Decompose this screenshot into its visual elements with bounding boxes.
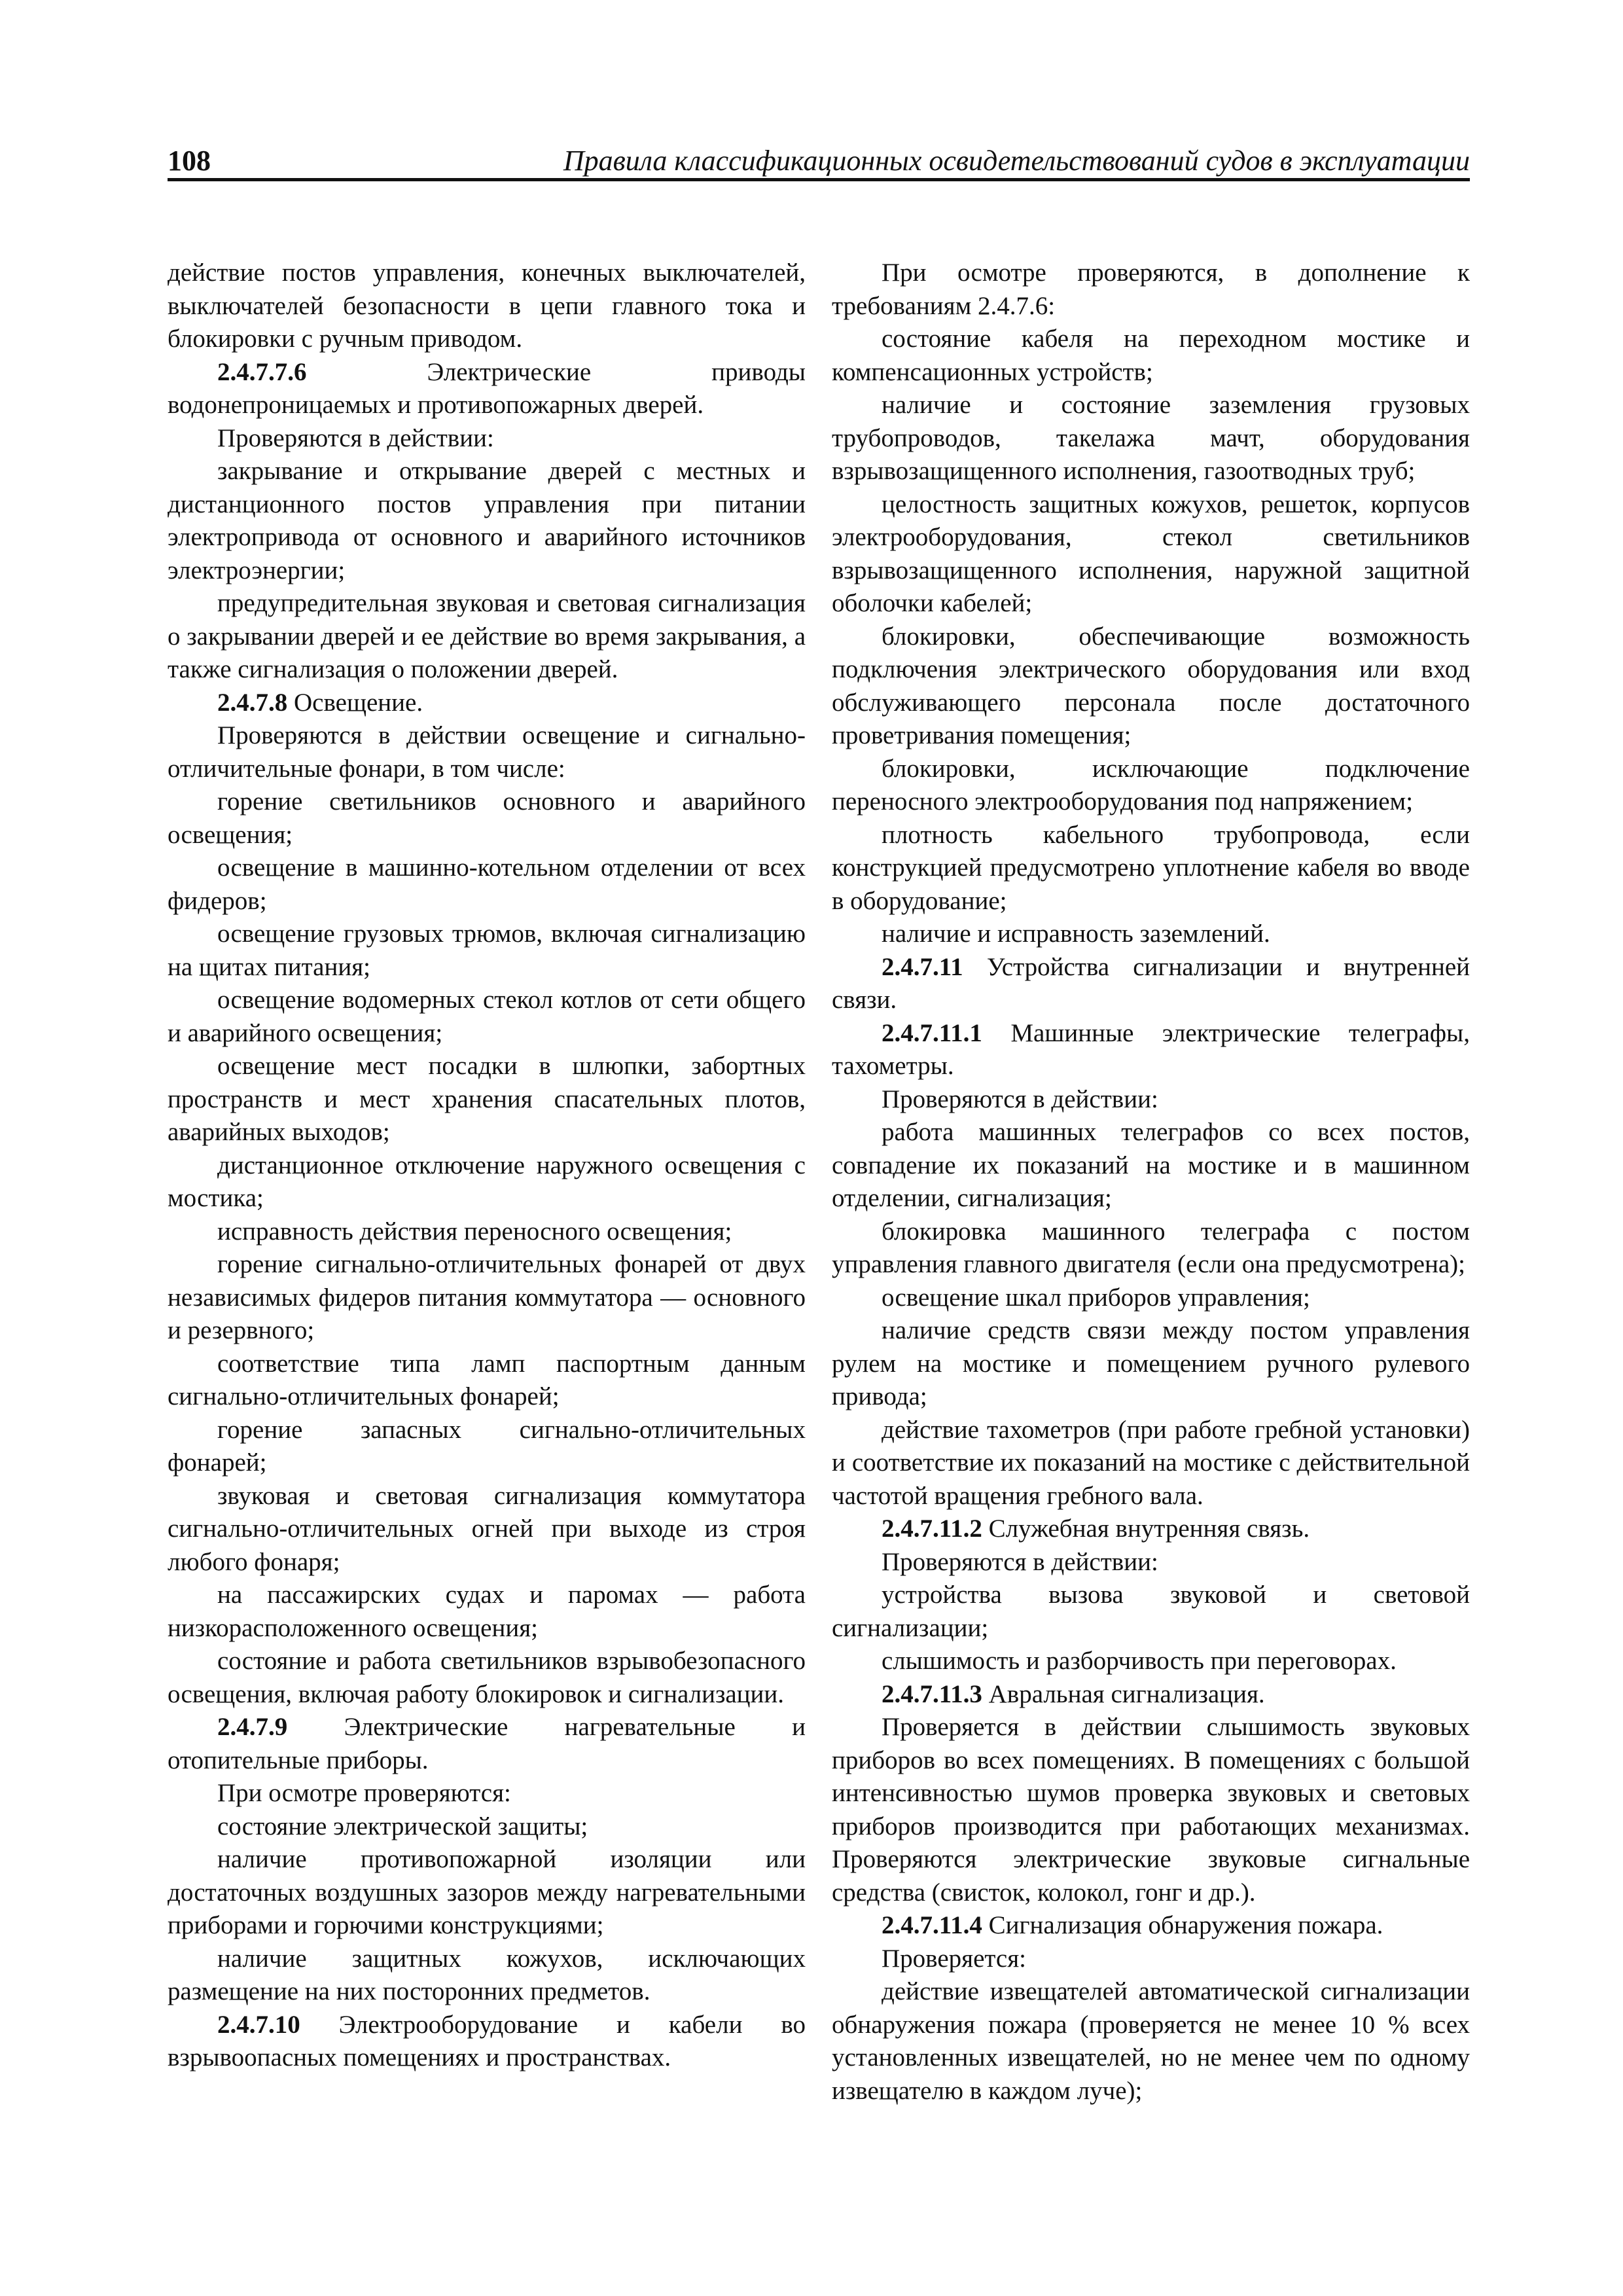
paragraph [168, 1777, 806, 1810]
paragraph-text: наличие и исправность заземлений. [882, 920, 1270, 948]
section-number: 2.4.7.7.6 [217, 357, 307, 386]
paragraph-text: слышимость и разборчивость при переговорах. [882, 1647, 1397, 1675]
header-rule [168, 178, 1470, 181]
paragraph-text: Проверяются в действии освещение и сигнально-отличительные фонари, в том числе: [168, 721, 806, 783]
section-number: 2.4.7.8 [217, 688, 288, 717]
section-number: 2.4.7.11.4 [882, 1911, 982, 1939]
paragraph [168, 587, 806, 687]
paragraph-text: горение сигнально-отличительных фонарей от двух независимых фидеров питания коммутатора — основного и резервного; [168, 1250, 806, 1344]
paragraph [832, 1645, 1470, 1678]
paragraph-text: освещение мест посадки в шлюпки, забортных пространств и мест хранения спасательных плотов, аварийных выходов; [168, 1052, 806, 1146]
paragraph-text: соответствие типа ламп паспортным данным сигнально-отличительных фонарей; [168, 1349, 806, 1410]
section-number: 2.4.7.10 [217, 2010, 300, 2039]
paragraph-text: горение светильников основного и аварийного освещения; [168, 787, 806, 849]
paragraph-text: освещение водомерных стекол котлов от сети общего и аварийного освещения; [168, 986, 806, 1047]
paragraph [832, 819, 1470, 918]
paragraph [832, 753, 1470, 819]
paragraph [832, 1975, 1470, 2108]
paragraph-text: горение запасных сигнально-отличительных фонарей; [168, 1415, 806, 1477]
paragraph [168, 1843, 806, 1943]
paragraph [832, 1282, 1470, 1315]
paragraph-text: закрывание и открывание дверей с местных и дистанционного постов управления при питании электропривода от основного и аварийного источников электроэнергии; [168, 457, 806, 584]
paragraph [168, 1943, 806, 2009]
paragraph-text: Электрические нагревательные и отопительные приборы. [168, 1713, 806, 1774]
paragraph [168, 1215, 806, 1249]
section-paragraph [832, 1909, 1470, 1943]
paragraph [168, 1050, 806, 1149]
section-number: 2.4.7.11 [882, 952, 963, 981]
section-paragraph [168, 1711, 806, 1777]
paragraph [832, 1579, 1470, 1645]
paragraph-text: Проверяются в действии: [882, 1085, 1158, 1113]
paragraph-text: состояние кабеля на переходном мостике и компенсационных устройств; [832, 325, 1470, 386]
section-paragraph [832, 1017, 1470, 1083]
paragraph [168, 918, 806, 984]
paragraph-text: Сигнализация обнаружения пожара. [982, 1911, 1383, 1939]
paragraph [168, 1348, 806, 1414]
paragraph-text: плотность кабельного трубопровода, если конструкцией предусмотрено уплотнение кабеля во вводе в оборудование; [832, 820, 1470, 915]
page-header [168, 143, 1470, 179]
paragraph [168, 257, 806, 356]
paragraph [832, 1215, 1470, 1282]
paragraph [168, 1248, 806, 1348]
paragraph-text: Авральная сигнализация. [982, 1679, 1265, 1708]
paragraph-text: освещение грузовых трюмов, включая сигнализацию на щитах питания; [168, 920, 806, 981]
paragraph-text: состояние электрической защиты; [217, 1812, 588, 1840]
paragraph [168, 455, 806, 587]
paragraph [168, 852, 806, 918]
page-number: 108 [168, 145, 211, 177]
paragraph-text: При осмотре проверяются, в дополнение к требованиям 2.4.7.6: [832, 259, 1470, 320]
paragraph-text: освещение в машинно-котельном отделении от всех фидеров; [168, 853, 806, 915]
paragraph-text: наличие и состояние заземления грузовых трубопроводов, такелажа мачт, оборудования взрывозащищенного исполнения, газоотводных труб; [832, 391, 1470, 485]
paragraph-text: исправность действия переносного освещения; [217, 1217, 732, 1246]
section-number: 2.4.7.11.3 [882, 1679, 982, 1708]
paragraph [832, 1116, 1470, 1215]
paragraph [832, 1314, 1470, 1414]
paragraph-text: звуковая и световая сигнализация коммутатора сигнально-отличительных огней при выходе из строя любого фонаря; [168, 1481, 806, 1576]
section-paragraph [832, 951, 1470, 1017]
paragraph-text: Проверяется в действии слышимость звуковых приборов во всех помещениях. В помещениях с большой интенсивностью шумов проверка звуковых и световых приборов производится при работающих механизмах. Проверяются электрические звуковые сигнальные средства (свисток, колокол, гонг и др.). [832, 1713, 1470, 1907]
paragraph [832, 1414, 1470, 1513]
paragraph-text: Устройства сигнализации и внутренней связи. [832, 952, 1470, 1014]
paragraph-text: освещение шкал приборов управления; [882, 1283, 1310, 1312]
paragraph-text: блокировка машинного телеграфа с постом управления главного двигателя (если она предусмотрена); [832, 1217, 1470, 1278]
paragraph [832, 620, 1470, 753]
paragraph [168, 1149, 806, 1215]
paragraph-text: Проверяются в действии: [882, 1547, 1158, 1576]
paragraph [168, 1480, 806, 1579]
paragraph [168, 984, 806, 1050]
paragraph-text: Электрооборудование и кабели во взрывоопасных помещениях и пространствах. [168, 2010, 806, 2072]
section-paragraph [832, 1513, 1470, 1546]
paragraph-text: блокировки, обеспечивающие возможность подключения электрического оборудования или вход обслуживающего персонала после достаточного проветривания помещения; [832, 622, 1470, 749]
paragraph [832, 918, 1470, 951]
paragraph-text: наличие средств связи между постом управления рулем на мостике и помещением ручного рулевого привода; [832, 1316, 1470, 1410]
section-number: 2.4.7.11.2 [882, 1515, 982, 1543]
paragraph [168, 719, 806, 785]
paragraph [832, 389, 1470, 488]
section-number: 2.4.7.11.1 [882, 1018, 982, 1047]
paragraph-text: При осмотре проверяются: [217, 1779, 511, 1807]
paragraph-text: наличие защитных кожухов, исключающих размещение на них посторонних предметов. [168, 1944, 806, 2005]
paragraph [832, 1546, 1470, 1579]
paragraph-text: Электрические приводы водонепроницаемых и противопожарных дверей. [168, 357, 806, 419]
paragraph-text: на пассажирских судах и паромах — работа низкорасположенного освещения; [168, 1581, 806, 1642]
right-column [832, 257, 1470, 2108]
paragraph [168, 1579, 806, 1645]
paragraph [168, 422, 806, 456]
paragraph-text: Освещение. [287, 688, 423, 717]
paragraph-text: дистанционное отключение наружного освещения с мостика; [168, 1151, 806, 1212]
paragraph-text: Проверяются в действии: [217, 423, 494, 452]
paragraph-text: состояние и работа светильников взрывобезопасного освещения, включая работу блокировок и сигнализации. [168, 1647, 806, 1708]
paragraph-text: Служебная внутренняя связь. [982, 1515, 1310, 1543]
left-column [168, 257, 806, 2075]
paragraph [832, 257, 1470, 323]
paragraph-text: действие тахометров (при работе гребной установки) и соответствие их показаний на мостике с действительной частотой вращения гребного вала. [832, 1415, 1470, 1510]
paragraph-text: наличие противопожарной изоляции или достаточных воздушных зазоров между нагревательными приборами и горючими конструкциями; [168, 1845, 806, 1939]
section-paragraph [168, 687, 806, 720]
paragraph-text: целостность защитных кожухов, решеток, корпусов электрооборудования, стекол светильников взрывозащищенного исполнения, наружной защитной оболочки кабелей; [832, 490, 1470, 617]
paragraph-text: действие постов управления, конечных выключателей, выключателей безопасности в цепи главного тока и блокировки с ручным приводом. [168, 259, 806, 353]
section-number: 2.4.7.9 [217, 1713, 288, 1741]
section-paragraph [832, 1678, 1470, 1712]
paragraph-text: предупредительная звуковая и световая сигнализация о закрывании дверей и ее действие во время закрывания, а также сигнализация о положении дверей. [168, 589, 806, 683]
paragraph [832, 488, 1470, 620]
paragraph [168, 785, 806, 852]
paragraph-text: блокировки, исключающие подключение переносного электрооборудования под напряжением; [832, 754, 1470, 816]
paragraph [168, 1810, 806, 1844]
paragraph [832, 1711, 1470, 1909]
paragraph-text: Проверяется: [882, 1944, 1027, 1973]
paragraph-text: устройства вызова звуковой и световой сигнализации; [832, 1581, 1470, 1642]
running-title: Правила классификационных освидетельствований судов в эксплуатации [563, 145, 1470, 177]
section-paragraph [168, 356, 806, 422]
paragraph [168, 1645, 806, 1711]
paragraph [832, 1083, 1470, 1117]
paragraph-text: Машинные электрические телеграфы, тахометры. [832, 1018, 1470, 1080]
section-paragraph [168, 2009, 806, 2075]
paragraph [168, 1414, 806, 1480]
paragraph-text: работа машинных телеграфов со всех постов, совпадение их показаний на мостике и в машинном отделении, сигнализация; [832, 1118, 1470, 1212]
paragraph [832, 323, 1470, 389]
paragraph-text: действие извещателей автоматической сигнализации обнаружения пожара (проверяется не менее 10 % всех установленных извещателей, но не менее чем по одному извещателю в каждом луче); [832, 1977, 1470, 2105]
paragraph [832, 1943, 1470, 1976]
